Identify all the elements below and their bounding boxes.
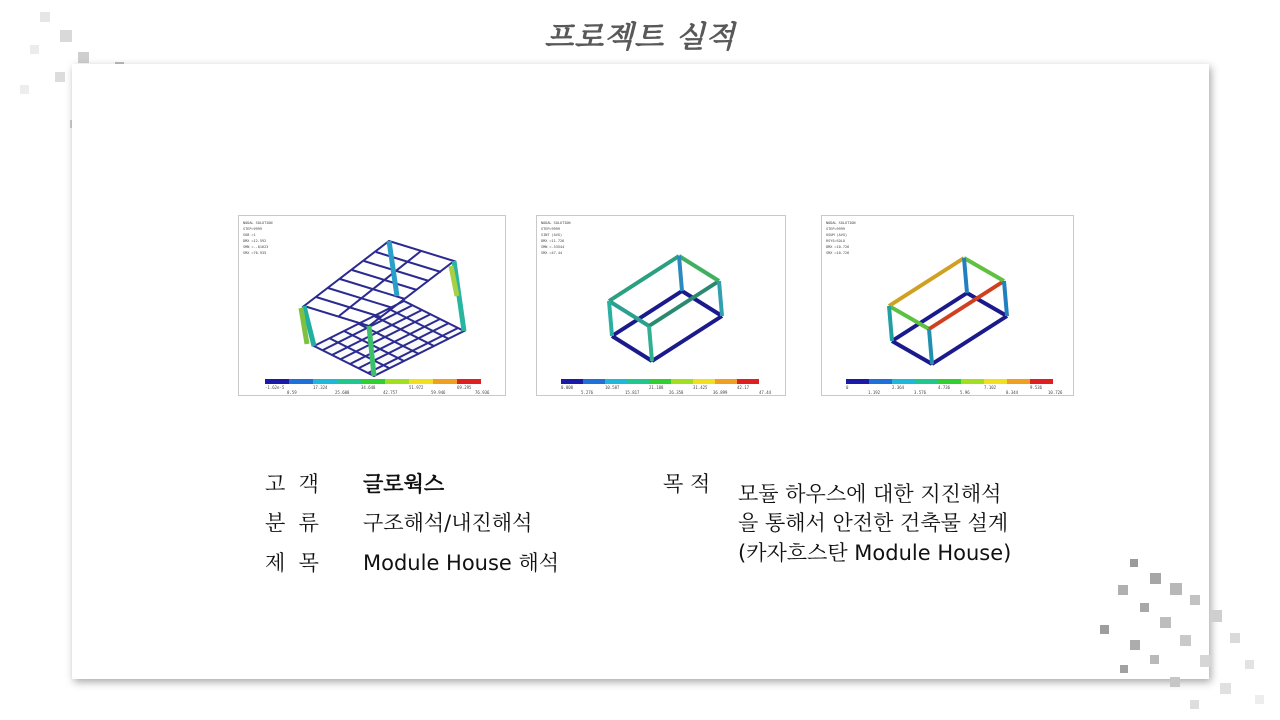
- purpose-line: (카자흐스탄 Module House): [738, 541, 1012, 565]
- legend-value: 8.344: [1006, 390, 1019, 395]
- client-label: 고 객: [265, 472, 319, 496]
- legend-value: 36.899: [713, 390, 728, 395]
- legend-value: 34.648: [361, 385, 376, 390]
- client-value: 글로웍스: [363, 472, 445, 496]
- svg-text:SMX =10.726: SMX =10.726: [826, 251, 850, 255]
- purpose-line: 을 통해서 안전한 건축물 설계: [738, 511, 1009, 535]
- svg-text:NODAL SOLUTION: NODAL SOLUTION: [243, 221, 273, 225]
- purpose-label: 목 적: [663, 472, 711, 496]
- legend-value: 0: [846, 385, 849, 390]
- subject-value: Module House 해석: [363, 551, 560, 575]
- svg-text:SINT (AVG): SINT (AVG): [541, 233, 563, 237]
- legend-value: 10.726: [1048, 390, 1063, 395]
- svg-text:NODAL SOLUTION: NODAL SOLUTION: [826, 221, 856, 225]
- svg-text:SUB =1: SUB =1: [243, 233, 256, 237]
- svg-text:SMX =47.44: SMX =47.44: [541, 251, 563, 255]
- svg-text:DMX =11.726: DMX =11.726: [541, 239, 565, 243]
- purpose-line: 모듈 하우스에 대한 지진해석: [738, 482, 1002, 506]
- svg-text:USUM (AVG): USUM (AVG): [826, 233, 848, 237]
- decorative-mosaic-bottom-right: [1090, 555, 1280, 720]
- legend-value: 3.576: [914, 390, 927, 395]
- legend-value: 21.188: [649, 385, 664, 390]
- svg-text:SMX =76.935: SMX =76.935: [243, 251, 267, 255]
- legend-value: 47.44: [759, 390, 772, 395]
- legend-value: 51.972: [409, 385, 424, 390]
- svg-text:STEP=9999: STEP=9999: [541, 227, 560, 231]
- legend-value: 5.276: [581, 390, 594, 395]
- legend-value: 5.96: [960, 390, 970, 395]
- legend-value: 4.736: [938, 385, 951, 390]
- legend-value: 42.17: [737, 385, 750, 390]
- fea-result-image-2: [536, 215, 786, 396]
- fea-result-image-3: [821, 215, 1074, 396]
- legend-value: 76.936: [475, 390, 490, 395]
- legend-value: 42.757: [383, 390, 398, 395]
- legend-value: 7.102: [984, 385, 997, 390]
- legend-value: 31.425: [693, 385, 708, 390]
- svg-text:RSYS=SOLU: RSYS=SOLU: [826, 239, 845, 243]
- category-value: 구조해석/내진해석: [363, 511, 533, 535]
- legend-value: 8.59: [287, 390, 297, 395]
- legend-value: 1.192: [868, 390, 881, 395]
- svg-text:STEP=9999: STEP=9999: [243, 227, 262, 231]
- fea-result-image-1: [238, 215, 506, 396]
- svg-text:SMN =.53544: SMN =.53544: [541, 245, 565, 249]
- svg-text:DMX =10.726: DMX =10.726: [826, 245, 850, 249]
- svg-text:SMN =-.01623: SMN =-.01623: [243, 245, 269, 249]
- subject-label: 제 목: [265, 551, 319, 575]
- page-title: 프로젝트 실적: [544, 20, 736, 55]
- svg-text:DMX =12.592: DMX =12.592: [243, 239, 267, 243]
- legend-value: 17.324: [313, 385, 328, 390]
- legend-value: -1.62e-5: [265, 385, 285, 390]
- legend-value: 15.817: [625, 390, 640, 395]
- legend-value: 26.358: [669, 390, 684, 395]
- legend-value: 10.587: [605, 385, 620, 390]
- legend-value: 25.608: [335, 390, 350, 395]
- legend-value: 0.000: [561, 385, 574, 390]
- svg-text:STEP=9999: STEP=9999: [826, 227, 845, 231]
- legend-value: 59.946: [431, 390, 446, 395]
- legend-value: 69.295: [457, 385, 472, 390]
- category-label: 분 류: [265, 511, 319, 535]
- legend-value: 9.536: [1030, 385, 1043, 390]
- legend-value: 2.364: [892, 385, 905, 390]
- svg-text:NODAL SOLUTION: NODAL SOLUTION: [541, 221, 571, 225]
